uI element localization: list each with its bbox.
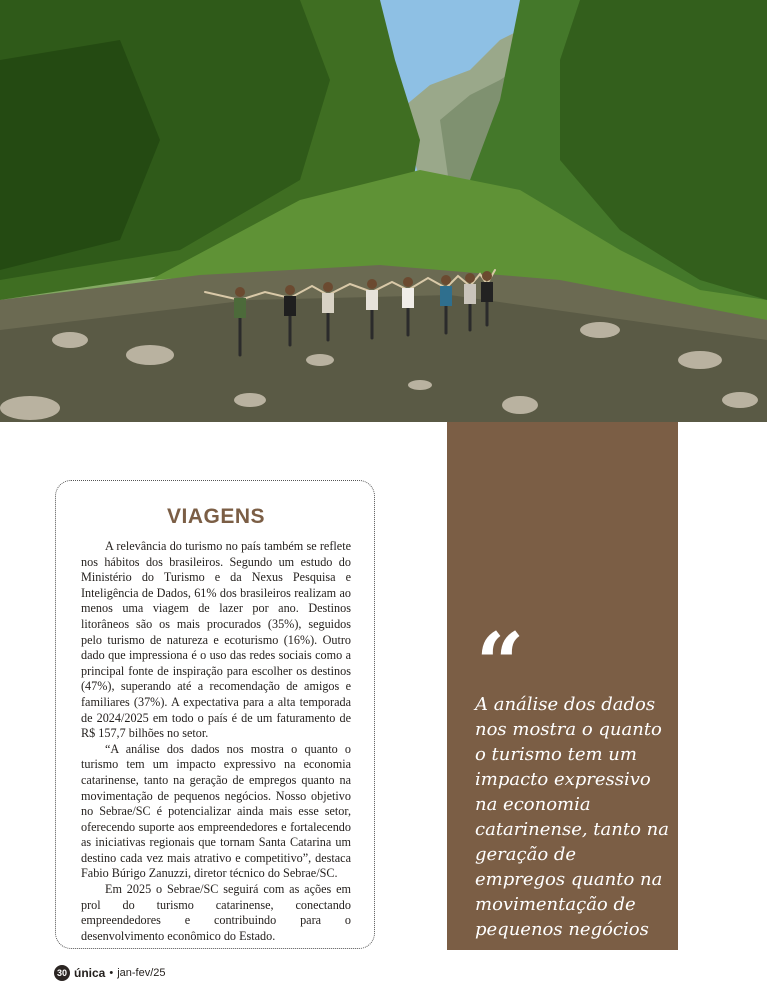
section-title: VIAGENS (166, 505, 266, 528)
page-footer (54, 965, 166, 981)
page-number-badge: 30 (54, 965, 70, 981)
pull-quote-panel (447, 422, 678, 950)
magazine-name: única (74, 966, 106, 980)
body-paragraph-1: A relevância do turismo no país também se reflete nos hábitos dos brasileiros. Segundo um estudo do Ministério do Turismo e da Nexus Pesquisa e Inteligência de Dados, 61% dos brasileiros realizam ao menos uma viagem de lazer por ano. Destinos litorâneos são os mais procurados (35%), seguidos pelo turismo de natureza e ecoturismo (16%). Outro dado que impressiona é o uso das redes sociais como a principal fonte de inspiração para escolher os destinos (47%), superando até a recomendação de amigos e familiares (37%). A expectativa para a alta temporada de 2024/2025 em todo o país é de um faturamento de R$ 157,7 bilhões no setor. (81, 539, 351, 741)
article-box (55, 480, 375, 949)
body-paragraph-2: “A análise dos dados nos mostra o quanto o turismo tem um impacto expressivo na economia catarinense, tanto na geração de empregos quanto na movimentação de pequenos negócios. Nosso objetivo no Sebrae/SC é potencializar ainda mais esse setor, oferecendo suporte aos empreendedores e fortalecendo as iniciativas regionais que tornam Santa Catarina um destino cada vez mais atrativo e competitivo”, destaca Fabio Búrigo Zanuzzi, diretor técnico do Sebrae/SC. (81, 741, 351, 881)
pull-quote-text: A análise dos dados nos mostra o quanto o turismo tem um impacto expressivo na economia catarinense, tanto na geração de empregos quanto na movimentação de pequenos negócios (475, 694, 669, 940)
hero-photo (0, 0, 767, 422)
quote-mark-icon: “ (476, 614, 525, 713)
canyon-river-illustration (0, 0, 767, 422)
body-paragraph-3: Em 2025 o Sebrae/SC seguirá com as ações em prol do turismo catarinense, conectando empreendedores e contribuindo para o desenvolvimento econômico do Estado. (81, 882, 351, 943)
footer-separator: • (109, 967, 114, 979)
issue-date: jan-fev/25 (117, 967, 166, 979)
